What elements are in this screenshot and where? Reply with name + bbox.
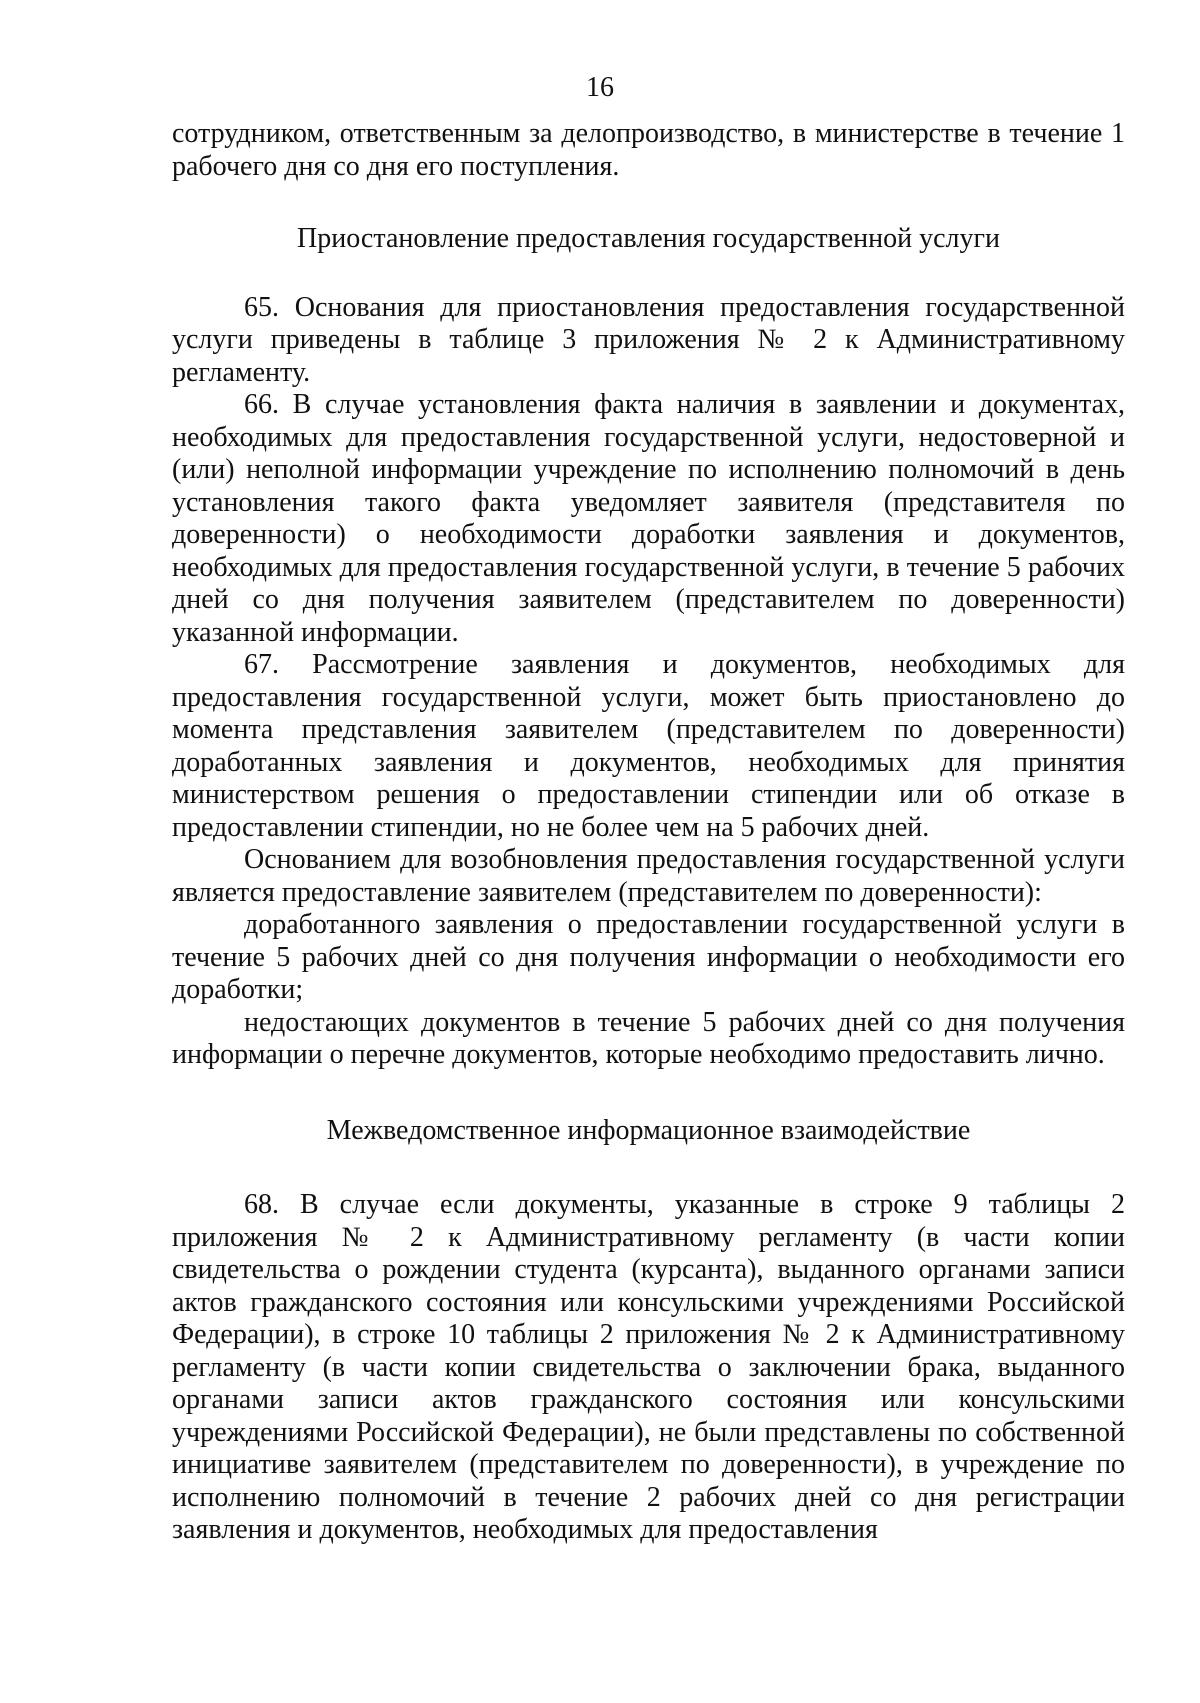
paragraph-revised-application: доработанного заявления о предоставлении государственной услуги в течение 5 рабочих дней со дня получения информации о необходимости его доработки;: [172, 909, 1125, 1005]
paragraph-missing-documents: недостающих документов в течение 5 рабочих дней со дня получения информации о перечне документов, которые необходимо предоставить лично.: [172, 1006, 1125, 1070]
document-body: [172, 118, 1125, 1547]
section-heading-suspension: Приостановление предоставления государственной услуги: [297, 223, 1000, 254]
paragraph-66: 66. В случае установления факта наличия в заявлении и документах, необходимых для предоставления государственной услуги, недостоверной и (или) неполной информации учреждение по исполнению полномочий в день установления такого факта уведомляет заявителя (представителя по доверенности) о необходимости доработки заявления и документов, необходимых для предоставления государственной услуги, в течение 5 рабочих дней со дня получения заявителем (представителем по доверенности) указанной информации.: [172, 389, 1125, 648]
page-number: 16: [586, 72, 614, 103]
paragraph-68: 68. В случае если документы, указанные в строке 9 таблицы 2 приложения № 2 к Административному регламенту (в части копии свидетельства о рождении студента (курсанта), выданного органами записи актов гражданского состояния или консульскими учреждениями Российской Федерации), в строке 10 таблицы 2 приложения № 2 к Административному регламенту (в части копии свидетельства о заключении брака, выданного органами записи актов гражданского состояния или консульскими учреждениями Российской Федерации), не были представлены по собственной инициативе заявителем (представителем по доверенности), в учреждение по исполнению полномочий в течение 2 рабочих дней со дня регистрации заявления и документов, необходимых для предоставления: [172, 1189, 1125, 1545]
paragraph-resumption-basis: Основанием для возобновления предоставления государственной услуги является предоставление заявителем (представителем по доверенности):: [172, 844, 1125, 908]
paragraph-65: 65. Основания для приостановления предоставления государственной услуги приведены в таблице 3 приложения № 2 к Административному регламенту.: [172, 291, 1125, 388]
section-heading-interagency: Межведомственное информационное взаимодействие: [326, 1114, 971, 1146]
paragraph-continuation: сотрудником, ответственным за делопроизводство, в министерстве в течение 1 рабочего дня со дня его поступления.: [172, 118, 1125, 182]
paragraph-67: 67. Рассмотрение заявления и документов, необходимых для предоставления государственной услуги, может быть приостановлено до момента представления заявителем (представителем по доверенности) доработанных заявления и документов, необходимых для принятия министерством решения о предоставлении стипендии или об отказе в предоставлении стипендии, но не более чем на 5 рабочих дней.: [172, 649, 1125, 843]
